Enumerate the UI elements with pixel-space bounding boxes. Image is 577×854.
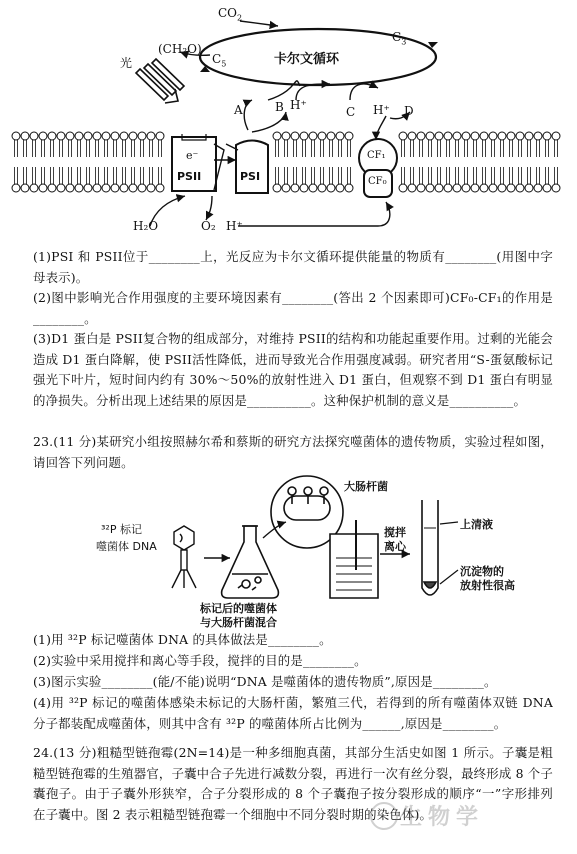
cf1-label: CF₁ — [367, 150, 386, 161]
lipid-head — [138, 132, 146, 140]
lipid-head — [498, 184, 506, 192]
light-rays — [136, 59, 184, 103]
lipid-head — [327, 184, 335, 192]
o2-label: O₂ — [201, 219, 216, 233]
q23-part2: (2)实验中采用搅拌和离心等手段，搅拌的目的是________。 — [33, 653, 367, 668]
lipid-head — [111, 132, 119, 140]
lipid-head — [408, 132, 416, 140]
lipid-head — [417, 184, 425, 192]
lipid-head — [534, 132, 542, 140]
c3-label: $C_3$ — [392, 30, 407, 47]
lipid-head — [84, 184, 92, 192]
watermark: 生物学 — [400, 805, 485, 830]
co2-label: $CO_2$ — [218, 6, 243, 23]
hplus-top-label: H⁺ — [290, 98, 307, 112]
lipid-head — [318, 132, 326, 140]
lipid-head — [552, 184, 560, 192]
lipid-head — [57, 132, 65, 140]
lipid-head — [75, 132, 83, 140]
lipid-head — [480, 132, 488, 140]
lipid-head — [30, 184, 38, 192]
lipid-head — [30, 132, 38, 140]
lipid-head — [543, 184, 551, 192]
supernatant-label: 上清液 — [460, 518, 493, 531]
lipid-head — [12, 184, 20, 192]
q23-intro: 23.(11 分)某研究小组按照赫尔希和蔡斯的研究方法探究噬菌体的遗传物质，实验过程如图，请回答下列问题。 — [33, 434, 553, 470]
ecoli-label: 大肠杆菌 — [344, 480, 388, 493]
q22-part1: (1)PSI 和 PSII位于________上，光反应为卡尔文循环提供能量的物质有________(用图中字母表示)。 — [33, 249, 553, 285]
lipid-head — [525, 132, 533, 140]
lipid-head — [147, 132, 155, 140]
q23-part3: (3)图示实验________(能/不能)说明“DNA 是噬菌体的遗传物质”,原因是________。 — [33, 674, 497, 689]
flask-label-2: 与大肠杆菌混合 — [200, 616, 277, 629]
lipid-head — [507, 132, 515, 140]
lipid-head — [507, 184, 515, 192]
lipid-head — [156, 184, 164, 192]
thylakoid-membrane — [12, 131, 560, 193]
test-tube-drawing — [422, 500, 438, 595]
q22-part2: (2)图中影响光合作用强度的主要环境因素有________(答出 2 个因素即可)CF₀-CF₁的作用是________。 — [33, 290, 553, 326]
lipid-head — [345, 184, 353, 192]
light-label: 光 — [120, 56, 133, 70]
lipid-head — [462, 132, 470, 140]
lipid-head — [75, 184, 83, 192]
stir-label-1: 搅拌 — [384, 526, 406, 539]
lipid-head — [309, 184, 317, 192]
photosynthesis-diagram — [0, 0, 577, 250]
lipid-head — [498, 132, 506, 140]
lipid-head — [282, 184, 290, 192]
lipid-head — [552, 132, 560, 140]
ch2o-label: (CH₂O) — [158, 42, 202, 56]
sediment-label-2: 放射性很高 — [460, 579, 515, 592]
flask-drawing — [222, 526, 279, 598]
lipid-head — [408, 184, 416, 192]
lipid-head — [84, 132, 92, 140]
phage-experiment-diagram — [0, 470, 577, 630]
b-label: B — [275, 100, 284, 114]
psi-label: PSI — [240, 170, 261, 183]
phage-label-1: ³²P 标记 — [101, 523, 142, 536]
lipid-head — [453, 184, 461, 192]
lipid-head — [345, 132, 353, 140]
cf0-label: CF₀ — [368, 176, 387, 187]
phage-label-2: 噬菌体 DNA — [96, 540, 157, 553]
lipid-head — [291, 132, 299, 140]
stir-label-2: 离心 — [384, 540, 406, 553]
lipid-head — [102, 184, 110, 192]
psi-complex — [236, 141, 268, 194]
lipid-head — [129, 184, 137, 192]
lipid-head — [471, 132, 479, 140]
lipid-head — [435, 184, 443, 192]
c-label: C — [346, 105, 356, 119]
lipid-head — [21, 132, 29, 140]
lipid-head — [39, 132, 47, 140]
sediment-label-1: 沉淀物的 — [460, 565, 504, 578]
lipid-head — [399, 184, 407, 192]
lipid-head — [516, 132, 524, 140]
lipid-head — [102, 132, 110, 140]
lipid-head — [489, 132, 497, 140]
lipid-head — [39, 184, 47, 192]
lipid-head — [147, 184, 155, 192]
lipid-head — [300, 184, 308, 192]
lipid-head — [426, 132, 434, 140]
lipid-head — [489, 184, 497, 192]
lipid-head — [318, 184, 326, 192]
q24-text: 24.(13 分)粗糙型链孢霉(2N=14)是一种多细胞真菌，其部分生活史如图 1 所示。子囊是粗糙型链孢霉的生殖器官，子囊中合子先进行减数分裂，再进行一次有丝分裂，最终形成 8 个子囊孢子。由于子囊外形狭窄，合子分裂形成的 8 个子囊孢子按分裂形成的顺序“一”字形排列在子囊中。图 2 表示粗糙型链孢霉一个细胞中不同分裂时期的染色体)。 — [33, 745, 553, 822]
lipid-head — [309, 132, 317, 140]
lipid-head — [327, 132, 335, 140]
lipid-head — [120, 184, 128, 192]
lipid-head — [129, 132, 137, 140]
lipid-head — [291, 184, 299, 192]
lipid-head — [93, 132, 101, 140]
lipid-head — [453, 132, 461, 140]
lipid-head — [12, 132, 20, 140]
lipid-head — [426, 184, 434, 192]
lipid-head — [273, 184, 281, 192]
lipid-head — [336, 132, 344, 140]
lipid-head — [282, 132, 290, 140]
lipid-head — [66, 132, 74, 140]
lipid-head — [444, 132, 452, 140]
lipid-head — [399, 132, 407, 140]
hplus-bottom-label: H⁺ — [226, 219, 243, 233]
flask-label-1: 标记后的噬菌体 — [200, 602, 277, 615]
lipid-head — [462, 184, 470, 192]
lipid-head — [525, 184, 533, 192]
a-label: A — [234, 103, 243, 117]
lipid-head — [435, 132, 443, 140]
lipid-head — [336, 184, 344, 192]
lipid-head — [48, 184, 56, 192]
lipid-head — [138, 184, 146, 192]
lipid-head — [57, 184, 65, 192]
q23-part1: (1)用 ³²P 标记噬菌体 DNA 的具体做法是________。 — [33, 632, 332, 647]
lipid-head — [93, 184, 101, 192]
d-label: D — [404, 104, 414, 118]
lipid-head — [480, 184, 488, 192]
lipid-head — [48, 132, 56, 140]
psii-label: PSII — [177, 170, 202, 183]
watermark-logo-icon — [370, 802, 398, 830]
lipid-head — [543, 132, 551, 140]
q23-part4: (4)用 ³²P 标记的噬菌体感染未标记的大肠杆菌，繁殖三代，若得到的所有噬菌体双链 DNA 分子都装配成噬菌体，则其中含有 ³²P 的噬菌体所占比例为______,原因是________。 — [33, 695, 553, 731]
lipid-head — [111, 184, 119, 192]
lipid-head — [66, 184, 74, 192]
lipid-head — [21, 184, 29, 192]
lipid-head — [471, 184, 479, 192]
c5-label: $C_5$ — [212, 52, 227, 69]
lipid-head — [444, 184, 452, 192]
lipid-head — [120, 132, 128, 140]
lipid-head — [273, 132, 281, 140]
lipid-head — [516, 184, 524, 192]
lipid-head — [156, 132, 164, 140]
lipid-head — [417, 132, 425, 140]
phage-drawing — [172, 526, 196, 588]
h2o-label: H₂O — [133, 219, 159, 233]
q22-part3: (3)D1 蛋白是 PSII复合物的组成部分，对维持 PSII的结构和功能起重要作用。过剩的光能会造成 D1 蛋白降解，使 PSII活性降低，进而导致光合作用强度减弱。研究者用“S-蛋氨酸标记强光下叶片，短时间内约有 30%～50%的放射性进入 D1 蛋白，但观察不到 D1 蛋白有明显的净损失。分析出现上述结果的原因是__________。这种保护机制的意义是__________。 — [33, 331, 553, 408]
hplus-atp-label: H⁺ — [373, 103, 390, 117]
calvin-cycle-label: 卡尔文循环 — [274, 52, 340, 67]
lipid-head — [534, 184, 542, 192]
lipid-head — [300, 132, 308, 140]
electron-label: e⁻ — [186, 149, 199, 162]
